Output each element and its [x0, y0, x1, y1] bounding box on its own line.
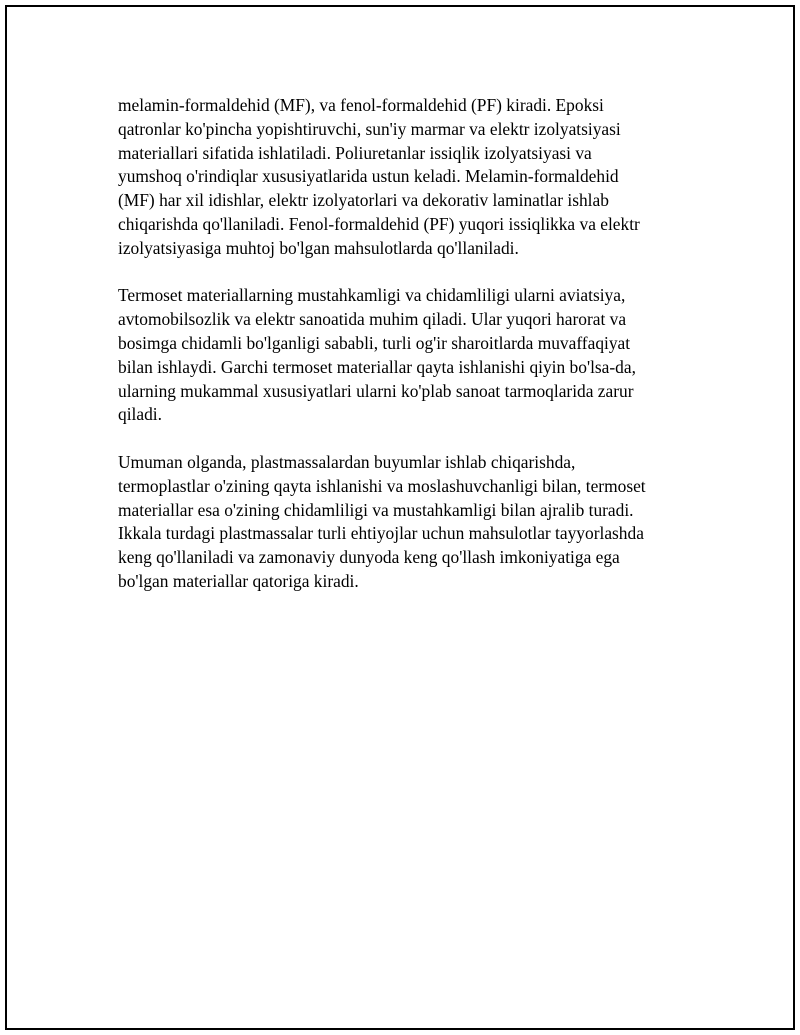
paragraph-3-line: bo'lgan materiallar qatoriga kiradi. [118, 570, 359, 591]
paragraph-2-line: bosimga chidamli bo'lganligi sababli, turli og'ir sharoitlarda muvaffaqiyat [118, 332, 631, 353]
paragraph-1-line: chiqarishda qo'llaniladi. Fenol-formaldehid (PF) yuqori issiqlikka va elektr [118, 213, 640, 234]
document-page [5, 5, 795, 1030]
paragraph-2 [118, 284, 678, 427]
paragraph-3-line: Ikkala turdagi plastmassalar turli ehtiyojlar uchun mahsulotlar tayyorlashda [118, 523, 644, 544]
paragraph-2-line: bilan ishlaydi. Garchi termoset materiallar qayta ishlanishi qiyin bo'lsa-da, [118, 356, 636, 377]
paragraph-1-line: qatronlar ko'pincha yopishtiruvchi, sun'iy marmar va elektr izolyatsiyasi [118, 118, 621, 139]
paragraph-3-line: materiallar esa o'zining chidamliligi va mustahkamligi bilan ajralib turadi. [118, 499, 634, 520]
paragraph-1-line: materiallari sifatida ishlatiladi. Poliuretanlar issiqlik izolyatsiyasi va [118, 142, 592, 163]
paragraph-1-line: izolyatsiyasiga muhtoj bo'lgan mahsulotlarda qo'llaniladi. [118, 237, 519, 258]
paragraph-1-line: (MF) har xil idishlar, elektr izolyatorlari va dekorativ laminatlar ishlab [118, 190, 609, 211]
paragraph-2-line: avtomobilsozlik va elektr sanoatida muhim qiladi. Ular yuqori harorat va [118, 309, 627, 330]
paragraph-3-line: termoplastlar o'zining qayta ishlanishi va moslashuvchanligi bilan, termoset [118, 475, 646, 496]
paragraph-2-line: Termoset materiallarning mustahkamligi va chidamliligi ularni aviatsiya, [118, 285, 626, 306]
paragraph-3-line: Umuman olganda, plastmassalardan buyumlar ishlab chiqarishda, [118, 451, 576, 472]
document-body [118, 94, 678, 618]
paragraph-1-line: yumshoq o'rindiqlar xususiyatlarida ustun keladi. Melamin-formaldehid [118, 166, 619, 187]
paragraph-1-line: melamin-formaldehid (MF), va fenol-formaldehid (PF) kiradi. Epoksi [118, 95, 604, 115]
paragraph-3 [118, 451, 678, 594]
paragraph-2-line: ularning mukammal xususiyatlari ularni ko'plab sanoat tarmoqlarida zarur [118, 380, 634, 401]
paragraph-2-line: qiladi. [118, 404, 162, 425]
paragraph-3-line: keng qo'llaniladi va zamonaviy dunyoda keng qo'llash imkoniyatiga ega [118, 547, 620, 568]
paragraph-1 [118, 94, 678, 261]
